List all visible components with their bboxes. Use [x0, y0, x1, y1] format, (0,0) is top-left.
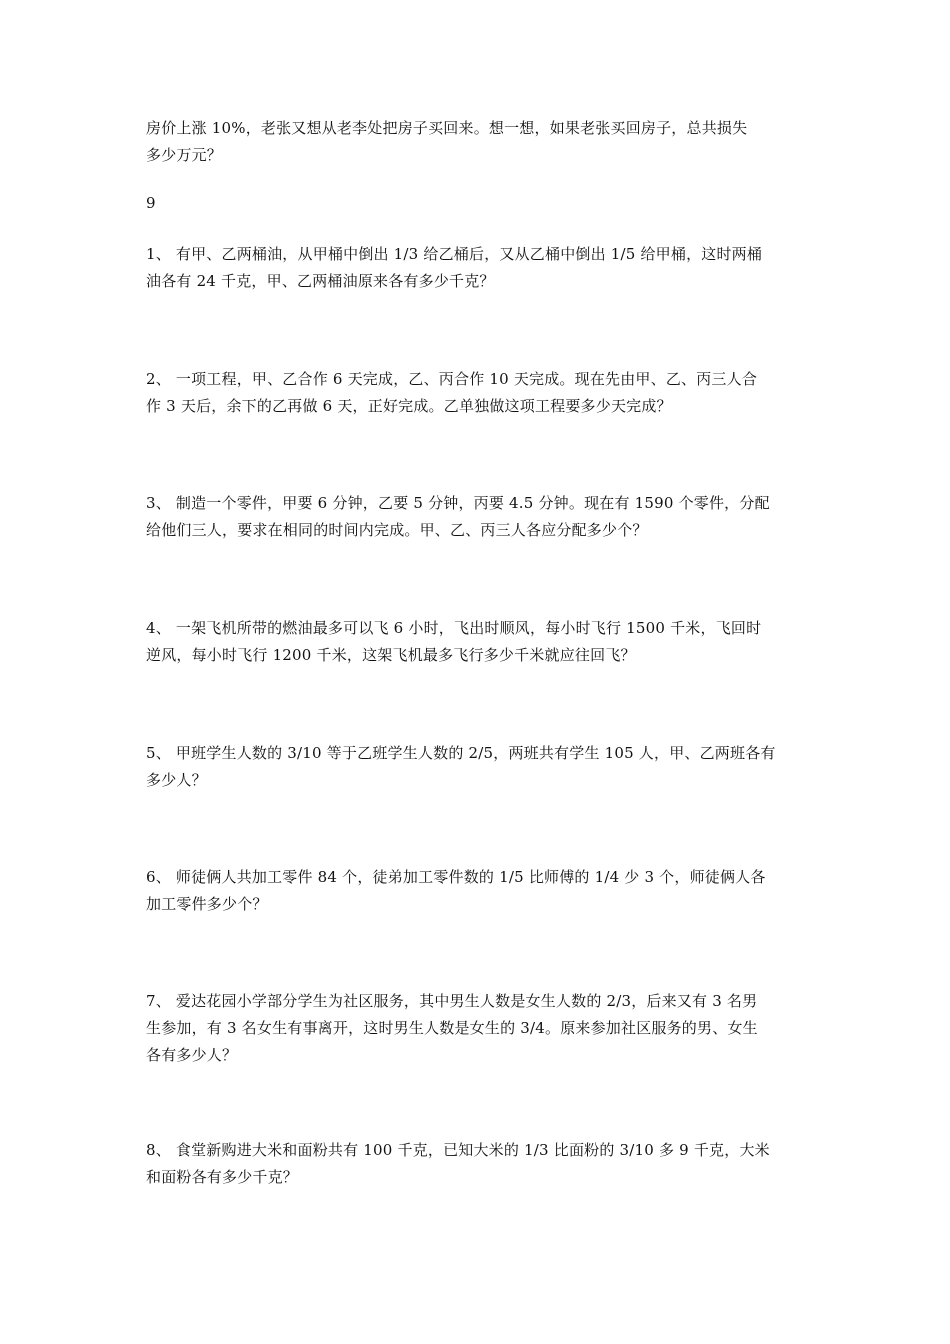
- text-line: 2、 一项工程，甲、乙合作 6 天完成，乙、丙合作 10 天完成。现在先由甲、乙、丙三人合: [146, 370, 758, 388]
- text-line: 加工零件多少个？: [146, 895, 268, 913]
- text-line: 逆风，每小时飞行 1200 千米，这架飞机最多飞行多少千米就应往回飞？: [146, 646, 636, 664]
- text-line: 3、 制造一个零件，甲要 6 分钟，乙要 5 分钟，丙要 4.5 分钟。现在有 1590 个零件，分配: [146, 494, 770, 512]
- text-line: 6、 师徒俩人共加工零件 84 个，徒弟加工零件数的 1/5 比师傅的 1/4 少 3 个，师徒俩人各: [146, 868, 766, 886]
- question-6: [146, 864, 808, 918]
- question-2: [146, 366, 808, 420]
- text-line: 和面粉各有多少千克？: [146, 1168, 299, 1186]
- question-3: [146, 490, 808, 544]
- text-line: 多少人？: [146, 771, 207, 789]
- text-line: 房价上涨 10%，老张又想从老李处把房子买回来。想一想，如果老张买回房子，总共损失: [146, 119, 748, 137]
- text-line: 8、 食堂新购进大米和面粉共有 100 千克，已知大米的 1/3 比面粉的 3/10 多 9 千克，大米: [146, 1141, 770, 1159]
- text-line: 油各有 24 千克，甲、乙两桶油原来各有多少千克？: [146, 272, 495, 290]
- question-8: [146, 1137, 808, 1191]
- text-line: 7、 爱达花园小学部分学生为社区服务，其中男生人数是女生人数的 2/3，后来又有 3 名男: [146, 992, 758, 1010]
- question-5: [146, 740, 808, 794]
- section-number: 9: [146, 194, 156, 212]
- text-line: 4、 一架飞机所带的燃油最多可以飞 6 小时，飞出时顺风，每小时飞行 1500 千米，飞回时: [146, 619, 762, 637]
- question-7: [146, 988, 808, 1069]
- question-1: [146, 241, 808, 295]
- intro-paragraph: [146, 115, 808, 169]
- question-4: [146, 615, 808, 669]
- text-line: 1、 有甲、乙两桶油，从甲桶中倒出 1/3 给乙桶后，又从乙桶中倒出 1/5 给甲桶，这时两桶: [146, 245, 763, 263]
- text-line: 作 3 天后，余下的乙再做 6 天，正好完成。乙单独做这项工程要多少天完成？: [146, 397, 672, 415]
- text-line: 5、 甲班学生人数的 3/10 等于乙班学生人数的 2/5，两班共有学生 105 人，甲、乙两班各有: [146, 744, 776, 762]
- text-line: 多少万元？: [146, 146, 223, 164]
- text-line: 各有多少人？: [146, 1046, 238, 1064]
- text-line: 生参加，有 3 名女生有事离开，这时男生人数是女生的 3/4。原来参加社区服务的男、女生: [146, 1019, 758, 1037]
- text-line: 给他们三人，要求在相同的时间内完成。甲、乙、丙三人各应分配多少个？: [146, 521, 648, 539]
